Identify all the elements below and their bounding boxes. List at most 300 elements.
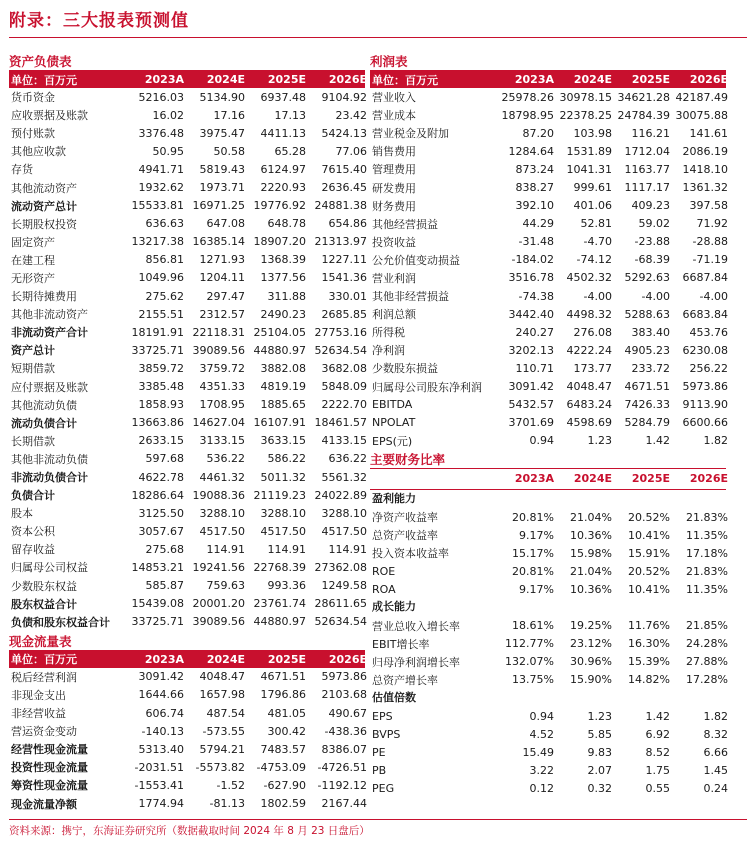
row-value: 132.07%	[505, 655, 554, 669]
row-value: 10.36%	[570, 582, 612, 596]
row-value: 23.12%	[570, 637, 612, 651]
row-value: 27.88%	[686, 655, 728, 669]
row-label: EPS	[372, 709, 393, 723]
table-row	[370, 142, 726, 160]
header-unit-label: 单位：百万元	[11, 73, 77, 87]
row-value: 4517.50	[260, 524, 306, 538]
row-value: -1.52	[216, 778, 245, 792]
income-statement-title: 利润表	[370, 53, 726, 71]
row-value: 4622.78	[138, 470, 184, 484]
row-value: 6683.84	[682, 307, 728, 321]
table-row	[370, 287, 726, 305]
row-label: EPS(元)	[372, 434, 413, 448]
table-row	[9, 668, 365, 686]
table-row	[370, 88, 726, 106]
table-row	[9, 124, 365, 142]
row-value: 1708.95	[199, 398, 245, 412]
row-label: 留存收益	[11, 543, 55, 557]
row-value: 1973.71	[199, 181, 245, 195]
row-value: 2.07	[587, 763, 612, 777]
row-label: 预付账款	[11, 127, 55, 141]
table-row	[370, 269, 726, 287]
row-value: 110.71	[515, 361, 554, 375]
row-label: 营业税金及附加	[372, 127, 449, 141]
row-label: 其他流动负债	[11, 398, 77, 412]
row-value: 2490.23	[260, 307, 306, 321]
table-row	[370, 779, 726, 797]
row-value: 4819.19	[260, 380, 306, 394]
row-value: 3975.47	[199, 126, 245, 140]
row-value: 5794.21	[199, 742, 245, 756]
header-unit-label: 单位：百万元	[372, 73, 438, 87]
row-value: -74.12	[576, 253, 612, 267]
row-value: 5288.63	[624, 307, 670, 321]
row-value: 297.47	[206, 289, 245, 303]
row-label: 营业总收入增长率	[372, 619, 460, 633]
row-value: 25104.05	[253, 325, 306, 339]
table-row	[9, 450, 365, 468]
row-value: 13.75%	[512, 673, 554, 687]
row-value: 1.82	[703, 434, 728, 448]
row-value: 3701.69	[508, 416, 554, 430]
row-value: 759.63	[206, 579, 245, 593]
row-value: 16385.14	[192, 235, 245, 249]
cash-flow-body	[9, 668, 365, 813]
row-value: 6937.48	[260, 90, 306, 104]
row-value: 17.16	[213, 108, 245, 122]
row-value: 15439.08	[131, 597, 184, 611]
row-value: 18286.64	[131, 488, 184, 502]
row-value: 3516.78	[508, 271, 554, 285]
row-value: 5819.43	[199, 162, 245, 176]
header-year: 2023A	[514, 73, 554, 86]
header-year: 2026E	[689, 73, 728, 86]
table-row	[9, 287, 365, 305]
row-value: 401.06	[573, 199, 612, 213]
row-value: -573.55	[202, 724, 245, 738]
row-label: 少数股东损益	[372, 362, 438, 376]
row-label: 营业成本	[372, 109, 416, 123]
row-value: 39089.56	[192, 615, 245, 629]
row-value: 24022.89	[314, 488, 367, 502]
row-label: 其他应收款	[11, 145, 66, 159]
row-label: 固定资产	[11, 235, 55, 249]
row-value: 0.55	[645, 781, 670, 795]
row-label: EBIT增长率	[372, 637, 430, 651]
row-value: 20.52%	[628, 510, 670, 524]
row-value: 1644.66	[138, 688, 184, 702]
table-row	[9, 704, 365, 722]
row-value: 6483.24	[566, 398, 612, 412]
row-label: 税后经营利润	[11, 670, 77, 684]
row-value: 4671.51	[260, 670, 306, 684]
row-value: 1418.10	[682, 162, 728, 176]
header-year: 2023A	[144, 73, 184, 86]
row-value: 233.72	[631, 361, 670, 375]
table-row	[9, 522, 365, 540]
header-year: 2024E	[206, 73, 245, 86]
row-value: 5134.90	[199, 90, 245, 104]
row-value: 392.10	[515, 199, 554, 213]
row-label: 短期借款	[11, 362, 55, 376]
table-row	[9, 577, 365, 595]
row-value: 52634.54	[314, 615, 367, 629]
row-value: 240.27	[515, 325, 554, 339]
row-label: 少数股东权益	[11, 579, 77, 593]
table-row	[9, 758, 365, 776]
row-label: 经营性现金流量	[11, 743, 88, 757]
row-value: 311.88	[267, 289, 306, 303]
row-value: 397.58	[689, 199, 728, 213]
row-value: 16107.91	[253, 416, 306, 430]
row-value: 4133.15	[321, 434, 367, 448]
row-value: 20.81%	[512, 564, 554, 578]
row-value: 33725.71	[131, 615, 184, 629]
row-value: -71.19	[692, 253, 728, 267]
row-value: 23.42	[335, 108, 367, 122]
table-row	[9, 794, 365, 812]
row-value: 50.95	[152, 144, 184, 158]
row-label: 其他经营损益	[372, 217, 438, 231]
row-value: 4461.32	[199, 470, 245, 484]
row-value: 18191.91	[131, 325, 184, 339]
header-year: 2026E	[328, 73, 367, 86]
row-value: 5216.03	[138, 90, 184, 104]
row-label: 投入资本收益率	[372, 547, 449, 561]
row-label: PB	[372, 763, 387, 777]
row-value: 3091.42	[138, 670, 184, 684]
row-value: -28.88	[692, 235, 728, 249]
row-value: 3633.15	[260, 434, 306, 448]
ratios-title: 主要财务比率	[370, 451, 726, 469]
header-year: 2024E	[206, 652, 245, 666]
row-value: 1.42	[645, 434, 670, 448]
row-value: 5973.86	[321, 670, 367, 684]
row-label: 非现金支出	[11, 688, 66, 702]
row-value: 77.06	[335, 144, 367, 158]
row-value: 856.81	[145, 253, 184, 267]
balance-sheet-title: 资产负债表	[9, 53, 365, 71]
row-value: 11.35%	[686, 528, 728, 542]
row-value: 0.94	[529, 709, 554, 723]
row-value: 10.41%	[628, 528, 670, 542]
row-value: 18.61%	[512, 619, 554, 633]
row-label: ROA	[372, 582, 396, 596]
row-label: 其他非流动资产	[11, 308, 88, 322]
row-value: 647.08	[206, 217, 245, 231]
row-value: 586.22	[267, 452, 306, 466]
row-value: 27753.16	[314, 325, 367, 339]
row-label: 营运资金变动	[11, 725, 77, 739]
row-value: 3882.08	[260, 361, 306, 375]
row-value: 1.23	[587, 434, 612, 448]
row-label: 归属母公司权益	[11, 561, 88, 575]
row-value: 2167.44	[321, 797, 367, 811]
table-row	[370, 197, 726, 215]
row-label: 资本公积	[11, 525, 55, 539]
row-value: 116.21	[631, 126, 670, 140]
row-value: 173.77	[573, 361, 612, 375]
ratio-group-title: 成长能力	[372, 600, 416, 614]
row-value: 7483.57	[260, 742, 306, 756]
row-value: 3057.67	[138, 524, 184, 538]
table-row	[9, 106, 365, 124]
table-row	[370, 233, 726, 251]
row-value: 50.58	[213, 144, 245, 158]
row-value: 8.32	[703, 727, 728, 741]
row-value: 2312.57	[199, 307, 245, 321]
row-value: 5292.63	[624, 271, 670, 285]
row-value: 330.01	[328, 289, 367, 303]
table-row	[9, 722, 365, 740]
row-value: 2636.45	[321, 181, 367, 195]
row-value: 15.91%	[628, 546, 670, 560]
row-label: 应付票据及账款	[11, 380, 88, 394]
row-label: 股本	[11, 507, 33, 521]
table-row	[370, 544, 726, 562]
row-label: 营业利润	[372, 271, 416, 285]
row-value: 23761.74	[253, 597, 306, 611]
row-value: 1227.11	[321, 253, 367, 267]
table-row	[9, 595, 365, 613]
row-value: 10.36%	[570, 528, 612, 542]
row-value: 21.83%	[686, 510, 728, 524]
right-column	[370, 53, 726, 797]
header-year: 2025E	[267, 73, 306, 86]
row-value: 300.42	[267, 724, 306, 738]
row-label: 货币资金	[11, 91, 55, 105]
row-value: 3682.08	[321, 361, 367, 375]
row-value: 59.02	[638, 217, 670, 231]
row-label: BVPS	[372, 727, 401, 741]
row-value: -4726.51	[317, 760, 367, 774]
row-value: 5284.79	[624, 416, 670, 430]
table-row	[9, 740, 365, 758]
row-label: 其他流动资产	[11, 181, 77, 195]
row-value: 838.27	[515, 181, 554, 195]
row-value: 1531.89	[566, 144, 612, 158]
row-value: 19776.92	[253, 199, 306, 213]
row-value: 44880.97	[253, 343, 306, 357]
header-year: 2024E	[573, 472, 612, 486]
row-value: 15.39%	[628, 655, 670, 669]
row-label: NPOLAT	[372, 416, 416, 430]
row-value: 2103.68	[321, 688, 367, 702]
table-row	[370, 305, 726, 323]
row-label: 筹资性现金流量	[11, 779, 88, 793]
balance-sheet-body	[9, 88, 365, 631]
row-value: -627.90	[263, 778, 306, 792]
row-value: 1541.36	[321, 271, 367, 285]
row-value: 999.61	[573, 181, 612, 195]
row-value: 4498.32	[566, 307, 612, 321]
table-row	[370, 124, 726, 142]
row-value: -81.13	[209, 797, 245, 811]
header-year: 2026E	[689, 472, 728, 486]
row-value: 536.22	[206, 452, 245, 466]
row-value: 2685.85	[321, 307, 367, 321]
row-label: 管理费用	[372, 163, 416, 177]
row-value: 21.83%	[686, 564, 728, 578]
row-value: 17.18%	[686, 546, 728, 560]
row-value: 5011.32	[260, 470, 306, 484]
row-value: 1163.77	[624, 162, 670, 176]
table-row	[9, 359, 365, 377]
row-value: 275.62	[145, 289, 184, 303]
row-value: 4411.13	[260, 126, 306, 140]
ratios-body	[370, 490, 726, 798]
row-value: -31.48	[518, 235, 554, 249]
row-label: 长期待摊费用	[11, 290, 77, 304]
row-value: -438.36	[324, 724, 367, 738]
row-value: 9.17%	[519, 582, 554, 596]
row-value: 5432.57	[508, 398, 554, 412]
table-row	[9, 305, 365, 323]
table-row	[370, 396, 726, 414]
row-value: 3133.15	[199, 434, 245, 448]
row-value: 3288.10	[199, 506, 245, 520]
row-value: -184.02	[511, 253, 554, 267]
row-value: 30978.15	[559, 90, 612, 104]
row-value: 25978.26	[501, 90, 554, 104]
row-value: 22768.39	[253, 560, 306, 574]
row-value: 2222.70	[321, 398, 367, 412]
row-value: 5.85	[587, 727, 612, 741]
row-value: 4.52	[529, 727, 554, 741]
row-label: 非经营收益	[11, 707, 66, 721]
row-label: 流动负债合计	[11, 416, 77, 430]
row-value: 24.28%	[686, 637, 728, 651]
row-value: 27362.08	[314, 560, 367, 574]
row-label: 销售费用	[372, 145, 416, 159]
table-row	[370, 251, 726, 269]
table-row	[370, 580, 726, 598]
row-value: 1.45	[703, 763, 728, 777]
row-value: 1249.58	[321, 579, 367, 593]
row-value: 3.22	[529, 763, 554, 777]
row-value: 4517.50	[321, 524, 367, 538]
table-row	[9, 178, 365, 196]
row-label: 存货	[11, 163, 33, 177]
row-label: 无形资产	[11, 271, 55, 285]
row-value: 8386.07	[321, 742, 367, 756]
row-label: 长期借款	[11, 434, 55, 448]
row-value: 24881.38	[314, 199, 367, 213]
row-label: 股东权益合计	[11, 597, 77, 611]
income-statement-header	[370, 71, 726, 88]
title-divider	[9, 37, 747, 38]
row-label: 现金流量净额	[11, 797, 77, 811]
table-row	[9, 486, 365, 504]
table-row	[370, 707, 726, 725]
row-value: 654.86	[328, 217, 367, 231]
row-label: 归属母公司股东净利润	[372, 380, 482, 394]
row-value: 22378.25	[559, 108, 612, 122]
row-label: 应收票据及账款	[11, 109, 88, 123]
table-row	[370, 378, 726, 396]
row-value: 1271.93	[199, 253, 245, 267]
row-value: 6.92	[645, 727, 670, 741]
row-value: 1657.98	[199, 688, 245, 702]
header-year: 2026E	[328, 652, 367, 666]
row-value: 28611.65	[314, 597, 367, 611]
cash-flow-title: 现金流量表	[9, 633, 365, 651]
table-row	[9, 468, 365, 486]
row-value: 52634.54	[314, 343, 367, 357]
row-label: 总资产增长率	[372, 673, 438, 687]
row-label: 投资性现金流量	[11, 761, 88, 775]
row-value: 1.42	[645, 709, 670, 723]
row-value: 13217.38	[131, 235, 184, 249]
row-value: 3385.48	[138, 380, 184, 394]
row-value: 1.75	[645, 763, 670, 777]
row-value: 5424.13	[321, 126, 367, 140]
row-value: 87.20	[522, 126, 554, 140]
row-value: 114.91	[328, 542, 367, 556]
row-value: 114.91	[206, 542, 245, 556]
row-value: 5973.86	[682, 380, 728, 394]
row-value: -1553.41	[134, 778, 184, 792]
row-value: 19.25%	[570, 619, 612, 633]
row-label: ROE	[372, 564, 396, 578]
row-value: 5561.32	[321, 470, 367, 484]
row-value: 1774.94	[138, 797, 184, 811]
row-value: 65.28	[274, 144, 306, 158]
row-value: -4753.09	[256, 760, 306, 774]
row-value: -2031.51	[134, 760, 184, 774]
row-value: 44880.97	[253, 615, 306, 629]
row-value: 585.87	[145, 579, 184, 593]
row-value: 1117.17	[624, 181, 670, 195]
row-label: 利润总额	[372, 308, 416, 322]
row-label: 净资产收益率	[372, 511, 438, 525]
row-value: 3288.10	[260, 506, 306, 520]
table-row	[9, 341, 365, 359]
row-value: 3759.72	[199, 361, 245, 375]
table-row	[370, 178, 726, 196]
row-value: 606.74	[145, 706, 184, 720]
row-value: 20.81%	[512, 510, 554, 524]
row-value: -1192.12	[317, 778, 367, 792]
row-value: 11.35%	[686, 582, 728, 596]
table-row	[9, 323, 365, 341]
table-row	[370, 215, 726, 233]
row-value: -74.38	[518, 289, 554, 303]
table-row	[370, 106, 726, 124]
table-row	[370, 725, 726, 743]
row-label: PEG	[372, 781, 395, 795]
row-value: 16971.25	[192, 199, 245, 213]
row-value: 1885.65	[260, 398, 306, 412]
row-label: 在建工程	[11, 253, 55, 267]
row-value: 2155.51	[138, 307, 184, 321]
row-label: 财务费用	[372, 199, 416, 213]
table-row	[370, 635, 726, 653]
table-row	[370, 562, 726, 580]
ratio-group-title: 盈利能力	[372, 491, 416, 505]
row-value: 7615.40	[321, 162, 367, 176]
row-value: 19241.56	[192, 560, 245, 574]
row-value: 18907.20	[253, 235, 306, 249]
row-value: 22118.31	[192, 325, 245, 339]
row-value: 1049.96	[138, 271, 184, 285]
table-row	[370, 761, 726, 779]
row-value: 13663.86	[131, 416, 184, 430]
row-label: 负债和股东权益合计	[11, 615, 110, 629]
row-value: 9104.92	[321, 90, 367, 104]
row-value: 33725.71	[131, 343, 184, 357]
row-value: 6687.84	[682, 271, 728, 285]
